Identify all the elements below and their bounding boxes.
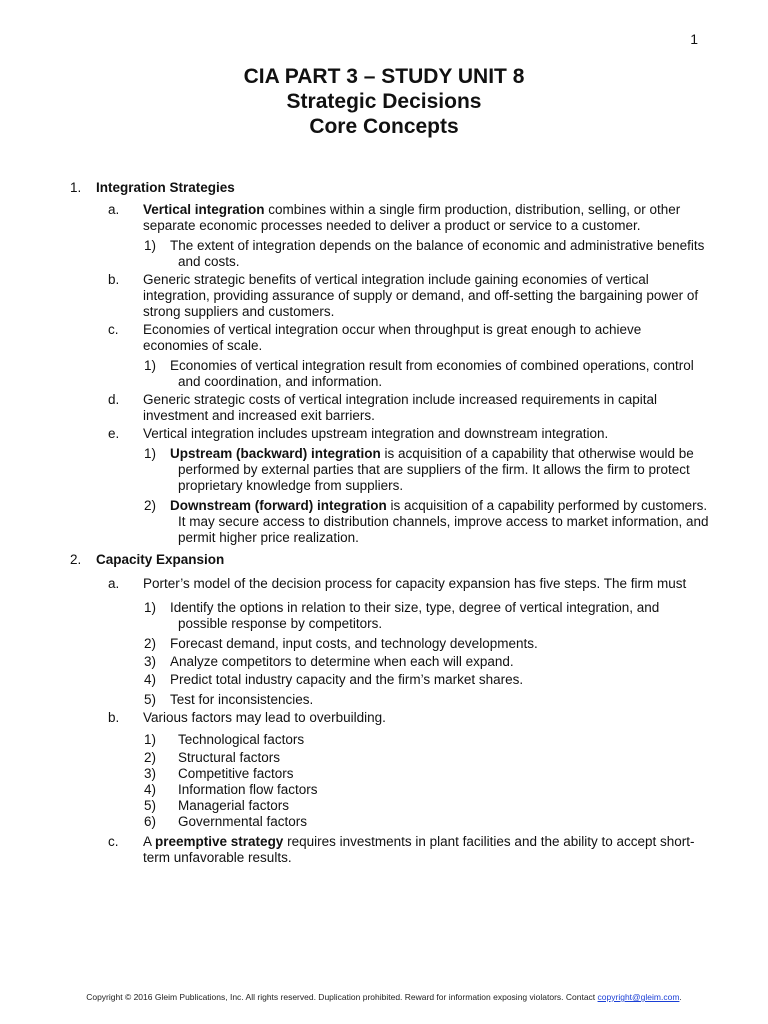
sub-item [70, 358, 710, 390]
item-text: Generic strategic costs of vertical integration include increased requirements in capital investment and increased exit barriers. [143, 392, 658, 423]
item-letter: a. [108, 576, 120, 591]
sub-number: 1) [144, 238, 157, 253]
section-heading: Integration Strategies [96, 180, 235, 195]
item-text: requires investments in plant facilities and the ability to accept short-term unfavorable results. [143, 834, 695, 865]
sub-item [70, 750, 710, 766]
item-text: Vertical integration includes upstream integration and downstream integration. [143, 426, 609, 441]
sub-text: Analyze competitors to determine when each will expand. [170, 654, 514, 669]
outline [70, 180, 710, 868]
item-letter: e. [108, 426, 120, 441]
title-block [0, 64, 768, 139]
sub-number: 3) [144, 766, 157, 781]
sub-item [70, 636, 710, 652]
sub-text: Governmental factors [178, 814, 308, 829]
sub-number: 3) [144, 654, 157, 669]
sub-text: Economies of vertical integration result from economies of combined operations, control and coordination, and information. [170, 358, 694, 389]
sub-item [70, 238, 710, 270]
item-letter: b. [108, 272, 120, 287]
sub-text: The extent of integration depends on the balance of economic and administrative benefits and costs. [170, 238, 705, 269]
list-item [70, 576, 710, 592]
list-item [70, 426, 710, 442]
sub-number: 1) [144, 446, 157, 461]
sub-text: Identify the options in relation to their size, type, degree of vertical integration, and possible response by competitors. [170, 600, 660, 631]
title-line-2: Strategic Decisions [286, 90, 482, 113]
sub-number: 6) [144, 814, 157, 829]
sub-item [70, 814, 710, 830]
copyright-text: Copyright © 2016 Gleim Publications, Inc. All rights reserved. Duplication prohibited. Reward for information exposing violators. Contact [86, 992, 598, 1002]
term: preemptive strategy [155, 834, 284, 849]
sub-number: 2) [144, 498, 157, 513]
footer [0, 992, 768, 1002]
sub-item [70, 498, 710, 546]
section-heading: Capacity Expansion [96, 552, 225, 567]
item-letter: d. [108, 392, 120, 407]
term: Upstream (backward) integration [170, 446, 381, 461]
sub-text: Technological factors [178, 732, 305, 747]
term: Vertical integration [143, 202, 265, 217]
sub-text: is acquisition of a capability that otherwise would be performed by external parties that are suppliers of the firm. It allows the firm to protect proprietary knowledge from suppliers. [178, 446, 694, 493]
sub-item [70, 798, 710, 814]
sub-text: Forecast demand, input costs, and technology developments. [170, 636, 538, 651]
list-item [70, 202, 710, 234]
sub-text: Structural factors [178, 750, 281, 765]
section-number: 2. [70, 552, 82, 567]
item-prefix: A [143, 834, 156, 849]
sub-text: Test for inconsistencies. [170, 692, 314, 707]
sub-text: is acquisition of a capability performed by customers. It may secure access to distribution channels, improve access to market information, and permit higher price realization. [178, 498, 709, 545]
title-line-3: Core Concepts [309, 115, 459, 138]
sub-item [70, 446, 710, 494]
copyright-email-link[interactable]: copyright@gleim.com [597, 992, 680, 1002]
item-letter: c. [108, 322, 119, 337]
item-text: combines within a single firm production, distribution, selling, or other separate economic processes needed to deliver a product or service to a customer. [143, 202, 681, 233]
item-text: Generic strategic benefits of vertical integration include gaining economies of vertical integration, providing assurance of supply or demand, and off-setting the bargaining power of strong suppliers and customers. [143, 272, 699, 319]
sub-item [70, 732, 710, 748]
sub-text: Competitive factors [178, 766, 294, 781]
sub-number: 1) [144, 732, 157, 747]
sub-number: 4) [144, 782, 157, 797]
sub-item [70, 782, 710, 798]
section-number: 1. [70, 180, 82, 195]
sub-number: 5) [144, 798, 157, 813]
sub-number: 4) [144, 672, 157, 687]
sub-text: Predict total industry capacity and the firm’s market shares. [170, 672, 524, 687]
item-letter: a. [108, 202, 120, 217]
sub-number: 5) [144, 692, 157, 707]
title-line-1: CIA PART 3 – STUDY UNIT 8 [243, 65, 525, 88]
sub-item [70, 692, 710, 708]
footer-end: . [679, 992, 682, 1002]
item-text: Porter’s model of the decision process for capacity expansion has five steps. The firm must [143, 576, 687, 591]
item-text: Economies of vertical integration occur when throughput is great enough to achieve economies of scale. [143, 322, 642, 353]
item-text: Various factors may lead to overbuilding. [143, 710, 386, 725]
page-number: 1 [690, 31, 698, 47]
sub-item [70, 600, 710, 632]
sub-item [70, 654, 710, 670]
sub-item [70, 672, 710, 688]
section [70, 552, 710, 568]
list-item [70, 272, 710, 320]
list-item [70, 834, 710, 866]
sub-number: 2) [144, 750, 157, 765]
sub-item [70, 766, 710, 782]
sub-text: Information flow factors [178, 782, 318, 797]
sub-number: 1) [144, 358, 157, 373]
term: Downstream (forward) integration [170, 498, 387, 513]
item-letter: c. [108, 834, 119, 849]
section [70, 180, 710, 196]
list-item [70, 392, 710, 424]
sub-number: 1) [144, 600, 157, 615]
item-letter: b. [108, 710, 120, 725]
list-item [70, 322, 710, 354]
sub-text: Managerial factors [178, 798, 290, 813]
sub-number: 2) [144, 636, 157, 651]
list-item [70, 710, 710, 726]
